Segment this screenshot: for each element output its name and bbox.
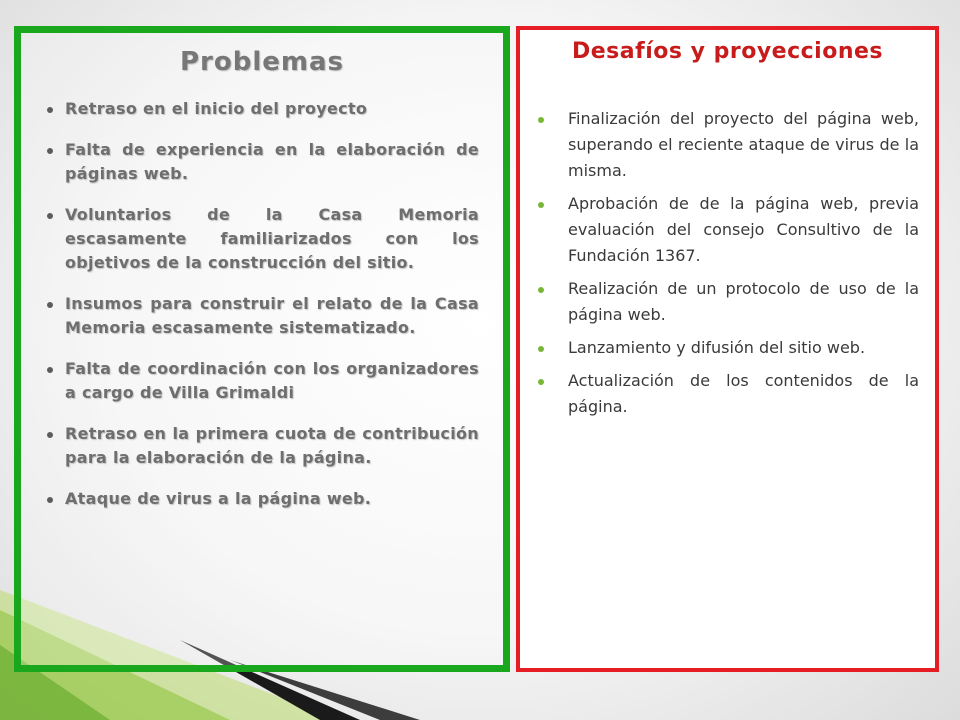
challenges-title: Desafíos y proyecciones	[572, 39, 883, 64]
list-item: Ataque de virus a la página web.	[35, 487, 479, 511]
bullet-icon	[47, 302, 53, 308]
bullet-icon	[538, 117, 544, 123]
problems-list	[35, 97, 479, 511]
list-item: Voluntarios de la Casa Memoria escasamente familiarizados con los objetivos de la construcción del sitio.	[35, 203, 479, 275]
challenges-list	[538, 106, 919, 420]
problems-panel	[14, 26, 510, 672]
bullet-icon	[538, 379, 544, 385]
list-item: Realización de un protocolo de uso de la página web.	[538, 276, 919, 328]
bullet-icon	[47, 107, 53, 113]
list-item: Insumos para construir el relato de la Casa Memoria escasamente sistematizado.	[35, 292, 479, 340]
bullet-icon	[47, 148, 53, 154]
list-item: Retraso en la primera cuota de contribución para la elaboración de la página.	[35, 422, 479, 470]
bullet-icon	[538, 287, 544, 293]
list-item: Falta de coordinación con los organizadores a cargo de Villa Grimaldi	[35, 357, 479, 405]
list-item: Actualización de los contenidos de la página.	[538, 368, 919, 420]
list-item: Finalización del proyecto del página web, superando el reciente ataque de virus de la misma.	[538, 106, 919, 184]
bullet-icon	[47, 213, 53, 219]
challenges-panel	[516, 26, 939, 672]
list-item: Falta de experiencia en la elaboración de páginas web.	[35, 138, 479, 186]
bullet-icon	[47, 367, 53, 373]
list-item: Retraso en el inicio del proyecto	[35, 97, 479, 121]
bullet-icon	[538, 202, 544, 208]
list-item: Lanzamiento y difusión del sitio web.	[538, 335, 919, 361]
problems-title: Problemas	[179, 47, 344, 77]
bullet-icon	[47, 432, 53, 438]
bullet-icon	[538, 346, 544, 352]
list-item: Aprobación de de la página web, previa evaluación del consejo Consultivo de la Fundación 1367.	[538, 191, 919, 269]
bullet-icon	[47, 497, 53, 503]
